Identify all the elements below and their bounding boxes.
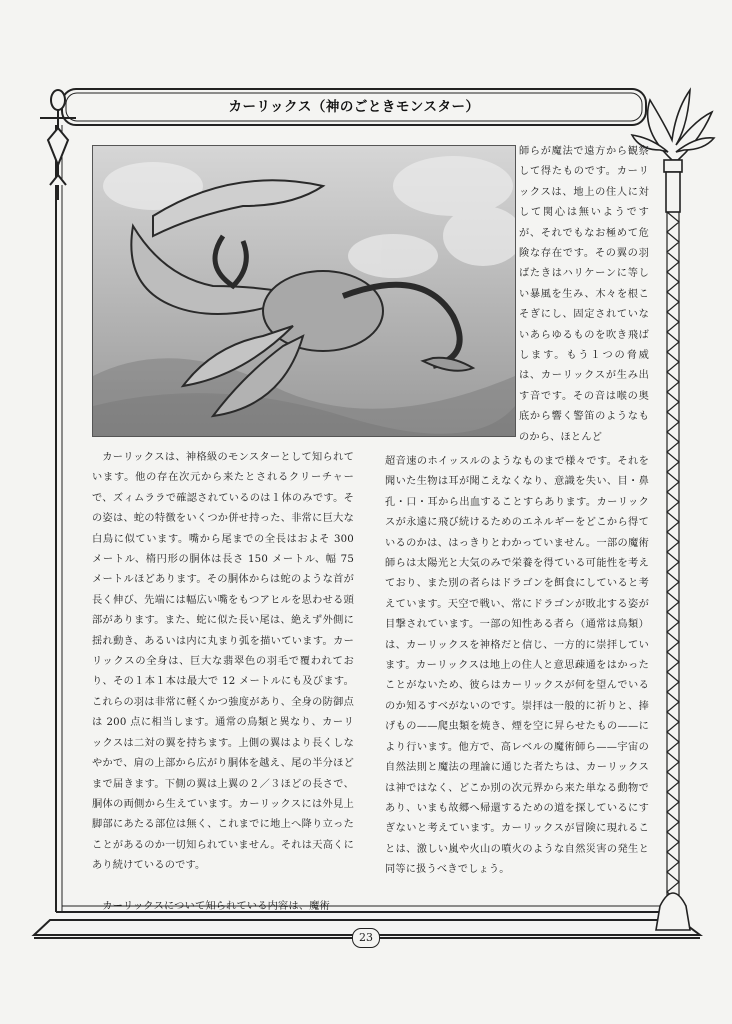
body-paragraph: カーリックスは、神格級のモンスターとして知られています。他の存在次元から来たとされるクリーチャーで、ズィムララで確認されているのは１体のみです。その姿は、蛇の特徴をいくつか併せ持った、非常に巨大な白鳥に似ています。嘴から尾までの全長はおよそ 300 メートル、楕円形の胴体は長さ 150 メートル、幅 75 メートルほどあります。その胴体からは蛇のような首が長く伸び、先端には幅広い嘴をもつアヒルを思わせる頭部があります。また、蛇に似た長い尾は、絶えず外側に揺れ動き、あるいは内に丸まり弧を描いています。カーリックスの全身は、巨大な翡翠色の羽毛で覆われており、その１本１本は最大で 12 メートルにも及びます。これらの羽は非常に軽くかつ強度があり、全身の防御点は 200 点に相当します。通常の鳥類と異なり、カーリックスは二対の翼を持ちます。上側の翼はより長くしなやかで、肩の上部から広がり胴体を越え、尾の半分ほどまで届きます。下側の翼は上翼の２／３ほどの長さで、胴体の両側から生えています。カーリックスには外見上脚部にあたる部位は無く、これまでに地上へ降り立ったことがあるのか一切知られていません。それは天高くにあり続けているのです。 — [92, 452, 354, 872]
page-title: カーリックス（神のごときモンスター） — [228, 99, 480, 115]
monster-illustration — [92, 145, 516, 437]
column-top-right — [519, 142, 649, 448]
body-paragraph: カーリックスについて知られている内容は、魔術 — [102, 900, 330, 912]
page-number: 23 — [352, 928, 380, 948]
column-left — [92, 448, 354, 917]
body-paragraph: 師らが魔法で遠方から観察して得たものです。カーリックスは、地上の住人に対して関心は無いようですが、それでもなお極めて危険な存在です。その翼の羽ばたきはハリケーンに等しい暴風を生み、木々を根こそぎにし、固定されていないあらゆるものを吹き飛ばします。もう１つの脅威は、カーリックスが生み出す音です。その音は喉の奥底から響く警笛のようなものから、ほとんど — [519, 146, 649, 443]
body-paragraph: 超音速のホイッスルのようなものまで様々です。それを聞いた生物は耳が聞こえなくなり、意識を失い、目・鼻孔・口・耳から出血することすらあります。カーリックスが永遠に飛び続けるためのエネルギーをどこから得ているのかは、はっきりとわかっていません。一部の魔術師らは太陽光と大気のみで栄養を得ている可能性を考えており、また別の者らはドラゴンを餌食にしていると考えています。天空で戦い、常にドラゴンが敗北する姿が目撃されています。一部の知性ある者ら（通常は鳥類）は、カーリックスを神格だと信じ、一方的に崇拝しています。カーリックスは地上の住人と意思疎通をはかったことがないため、彼らはカーリックスが何を望んでいるのか知るすべがないのです。崇拝は一般的に祈りと、捧げもの——爬虫類を焼き、煙を空に昇らせたもの——により行います。他方で、高レベルの魔術師ら——宇宙の自然法則と魔法の理論に通じた者たちは、カーリックスは神ではなく、どこか別の次元界から来た単なる動物であり、いまも故郷へ帰還するための道を探しているにすぎないと考えています。カーリックスが冒険に現れることは、激しい嵐や火山の噴火のような自然災害の発生と同等に扱うべきでしょう。 — [385, 456, 649, 876]
column-right — [385, 452, 649, 881]
braided-pillar — [667, 212, 679, 906]
